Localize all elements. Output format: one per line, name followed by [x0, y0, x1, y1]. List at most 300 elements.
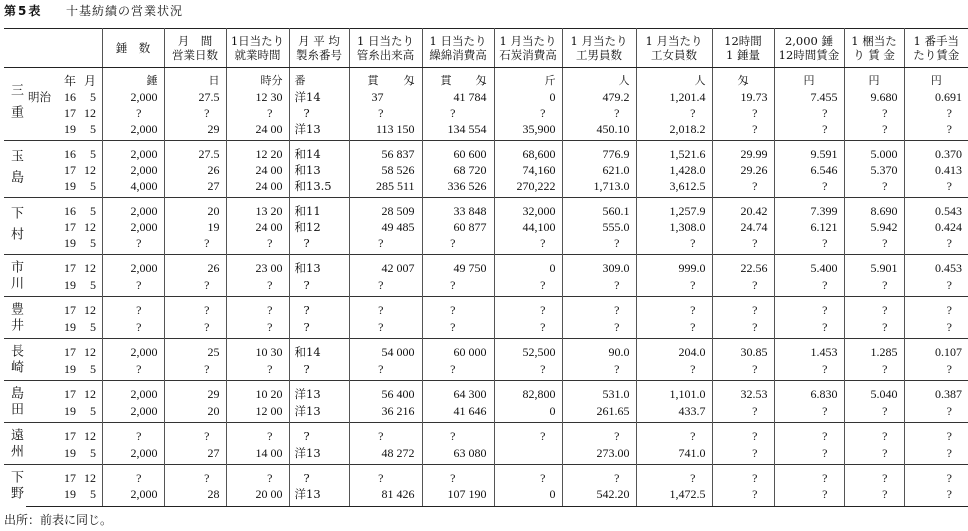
unit-yarn-output-cell: 貫 匁 [349, 68, 422, 90]
factory-name: 下村 [8, 205, 23, 248]
working-days-cell: 20 [164, 403, 226, 423]
yarn-count-cell: ? [289, 319, 349, 339]
cotton-consumption-cell: 336 526 [422, 178, 494, 198]
output-per-spindle-cell: 19.73 [712, 89, 774, 105]
coal-consumption-cell: ? [494, 465, 562, 487]
wage-per-2000-spindles-cell: ? [774, 445, 844, 465]
wage-per-bale-cell: 5.370 [844, 162, 904, 178]
wage-per-2000-spindles-cell: 5.400 [774, 255, 844, 277]
factory-name-cell [4, 141, 26, 198]
wage-per-2000-spindles-cell: ? [774, 465, 844, 487]
wage-per-count-cell: 0.370 [904, 141, 968, 163]
column-header-line: 1 日当たり [429, 34, 487, 48]
yarn-count-cell: ? [289, 361, 349, 381]
female-workers-cell: ? [636, 361, 712, 381]
date-month: 5 [90, 403, 96, 418]
wage-per-bale-cell: ? [844, 465, 904, 487]
working-hours-cell: 12 00 [226, 403, 289, 423]
wage-per-2000-spindles-cell: 1.453 [774, 339, 844, 361]
table-row [4, 198, 968, 220]
male-workers-cell: ? [562, 319, 636, 339]
female-workers-cell: ? [636, 235, 712, 255]
coal-consumption-cell: 74,160 [494, 162, 562, 178]
coal-consumption-cell: ? [494, 319, 562, 339]
male-workers-cell: 273.00 [562, 445, 636, 465]
female-workers-cell: 433.7 [636, 403, 712, 423]
date-month: 12 [84, 261, 96, 276]
wage-per-bale-cell: ? [844, 105, 904, 121]
yarn-count-cell: 洋13 [289, 381, 349, 403]
wage-per-bale-cell: ? [844, 297, 904, 319]
female-workers-cell: 204.0 [636, 339, 712, 361]
wage-per-count-cell: ? [904, 361, 968, 381]
table-row [4, 423, 968, 445]
table-row [4, 486, 968, 506]
coal-consumption-cell: 0 [494, 255, 562, 277]
wage-per-count-cell: ? [904, 445, 968, 465]
factory-name: 遠州 [8, 428, 23, 460]
cotton-consumption-cell: 41 646 [422, 403, 494, 423]
column-header-line: たり賃金 [913, 48, 960, 62]
date-year: 19 [64, 445, 76, 460]
cotton-consumption-cell: 60 000 [422, 339, 494, 361]
factory-group [4, 198, 968, 255]
yarn-count-cell: ? [289, 277, 349, 297]
column-header-wage-per-bale [844, 29, 904, 68]
output-per-spindle-cell: ? [712, 465, 774, 487]
table-row [4, 445, 968, 465]
output-per-spindle-cell: 24.74 [712, 219, 774, 235]
output-per-spindle-cell: 29.26 [712, 162, 774, 178]
date-cell [26, 121, 102, 141]
yarn-count-cell: 洋13 [289, 403, 349, 423]
spindles-cell: 2,000 [102, 339, 164, 361]
column-header-line: 月 間 [177, 34, 213, 48]
working-days-cell: ? [164, 105, 226, 121]
female-workers-cell: ? [636, 105, 712, 121]
table-row [4, 297, 968, 319]
unit-wage-per-count-cell: 円 [904, 68, 968, 90]
table-row [4, 105, 968, 121]
yarn-output-cell: 42 007 [349, 255, 422, 277]
factory-name: 島田 [8, 386, 23, 418]
date-cell [26, 423, 102, 445]
column-header-coal-consumption [494, 29, 562, 68]
unit-working-days-cell: 日 [164, 68, 226, 90]
output-per-spindle-cell: 22.56 [712, 255, 774, 277]
date-year: 19 [64, 403, 76, 418]
wage-per-bale-cell: ? [844, 403, 904, 423]
date-year: 17 [64, 163, 76, 177]
spindles-cell: 2,000 [102, 162, 164, 178]
working-hours-cell: 24 00 [226, 219, 289, 235]
date-year: 19 [64, 179, 76, 193]
unit-yarn-count-cell: 番 [289, 68, 349, 90]
output-per-spindle-cell: 30.85 [712, 339, 774, 361]
coal-consumption-cell: 44,100 [494, 219, 562, 235]
yarn-output-cell: ? [349, 423, 422, 445]
output-per-spindle-cell: ? [712, 361, 774, 381]
spindles-cell: ? [102, 277, 164, 297]
column-header-line: 12時間 [724, 34, 762, 48]
date-cell [26, 255, 102, 277]
date-month: 5 [90, 90, 96, 104]
coal-consumption-cell: ? [494, 361, 562, 381]
yarn-count-cell: ? [289, 423, 349, 445]
column-header-line: 繰綿消費高 [429, 48, 487, 62]
factory-name-cell [4, 68, 26, 141]
wage-per-count-cell: 0.453 [904, 255, 968, 277]
column-header-output-per-spindle [712, 29, 774, 68]
yarn-output-cell: ? [349, 297, 422, 319]
working-days-cell: ? [164, 465, 226, 487]
wage-per-bale-cell: 5.942 [844, 219, 904, 235]
unit-wage-per-2000-spindles-cell: 円 [774, 68, 844, 90]
date-cell [26, 297, 102, 319]
column-header-line: 月 平 均 [298, 34, 340, 48]
spindles-cell: 2,000 [102, 403, 164, 423]
working-hours-cell: 20 00 [226, 486, 289, 506]
working-days-cell: 29 [164, 121, 226, 141]
date-cell [26, 162, 102, 178]
working-hours-cell: 24 00 [226, 162, 289, 178]
column-header-line: 工男員数 [576, 48, 622, 62]
female-workers-cell: 999.0 [636, 255, 712, 277]
yarn-count-cell: 和11 [289, 198, 349, 220]
yarn-count-cell: ? [289, 235, 349, 255]
table-caption: 十基紡績の営業状況 [66, 4, 184, 18]
date-cell [26, 465, 102, 487]
output-per-spindle-cell: 29.99 [712, 141, 774, 163]
wage-per-count-cell: ? [904, 105, 968, 121]
table-row [4, 381, 968, 403]
cotton-consumption-cell: 107 190 [422, 486, 494, 506]
working-hours-cell: 10 30 [226, 339, 289, 361]
yarn-count-cell: 洋13 [289, 445, 349, 465]
header-corner [4, 29, 102, 68]
yarn-output-cell: 113 150 [349, 121, 422, 141]
male-workers-cell: ? [562, 465, 636, 487]
date-cell [26, 89, 102, 105]
column-header-line: 製糸番号 [296, 48, 342, 62]
date-cell [26, 141, 102, 163]
date-cell [26, 68, 102, 90]
date-month: 5 [90, 147, 96, 161]
yarn-output-cell: 56 400 [349, 381, 422, 403]
coal-consumption-cell: 68,600 [494, 141, 562, 163]
cotton-consumption-cell: 68 720 [422, 162, 494, 178]
cotton-consumption-cell: 33 848 [422, 198, 494, 220]
table-row [4, 219, 968, 235]
column-header-line: 1 番手当 [913, 34, 959, 48]
wage-per-count-cell: ? [904, 235, 968, 255]
wage-per-2000-spindles-cell: 6.546 [774, 162, 844, 178]
yarn-output-cell: 58 526 [349, 162, 422, 178]
date-cell [26, 178, 102, 198]
date-cell [26, 198, 102, 220]
date-year: 19 [64, 319, 76, 334]
unit-cotton-consumption-cell: 貫 匁 [422, 68, 494, 90]
yarn-count-cell: 洋14 [289, 89, 349, 105]
date-month: 12 [84, 303, 96, 318]
cotton-consumption-cell: 60 877 [422, 219, 494, 235]
unit-coal-consumption-cell: 斤 [494, 68, 562, 90]
female-workers-cell: 1,472.5 [636, 486, 712, 506]
working-hours-cell: 24 00 [226, 178, 289, 198]
wage-per-bale-cell: ? [844, 178, 904, 198]
wage-per-count-cell: ? [904, 423, 968, 445]
wage-per-2000-spindles-cell: ? [774, 178, 844, 198]
output-per-spindle-cell: 20.42 [712, 198, 774, 220]
wage-per-bale-cell: 9.680 [844, 89, 904, 105]
female-workers-cell: ? [636, 297, 712, 319]
unit-wage-per-bale-cell: 円 [844, 68, 904, 90]
unit-working-hours-cell: 時分 [226, 68, 289, 90]
date-year: 19 [64, 361, 76, 376]
yarn-output-cell: 36 216 [349, 403, 422, 423]
table-number: 第5表 [4, 4, 43, 18]
column-header-wage-per-count [904, 29, 968, 68]
factory-group [4, 68, 968, 141]
working-days-cell: 29 [164, 381, 226, 403]
unit-male-workers-cell: 人 [562, 68, 636, 90]
factory-name-cell [4, 255, 26, 297]
yarn-count-cell: 洋13 [289, 121, 349, 141]
column-header-spindles [102, 29, 164, 68]
yarn-count-cell: 洋13 [289, 486, 349, 506]
date-year: 17 [64, 429, 76, 444]
date-year: 17 [64, 261, 76, 276]
working-hours-cell: ? [226, 297, 289, 319]
male-workers-cell: 479.2 [562, 89, 636, 105]
factory-group [4, 423, 968, 465]
female-workers-cell: ? [636, 465, 712, 487]
wage-per-2000-spindles-cell: ? [774, 423, 844, 445]
yarn-count-cell: 和13.5 [289, 178, 349, 198]
spindles-cell: 2,000 [102, 255, 164, 277]
wage-per-bale-cell: ? [844, 319, 904, 339]
table-row [4, 89, 968, 105]
male-workers-cell: 560.1 [562, 198, 636, 220]
yarn-output-cell: ? [349, 235, 422, 255]
date-year: 16 [64, 204, 76, 218]
factory-group [4, 381, 968, 423]
male-workers-cell: ? [562, 297, 636, 319]
factory-group [4, 297, 968, 339]
date-month: 5 [90, 361, 96, 376]
table-row [4, 339, 968, 361]
date-year: 17 [64, 303, 76, 318]
wage-per-2000-spindles-cell: ? [774, 297, 844, 319]
year-unit: 年 [63, 74, 76, 88]
male-workers-cell: 450.10 [562, 121, 636, 141]
coal-consumption-cell: ? [494, 105, 562, 121]
factory-group [4, 465, 968, 507]
output-per-spindle-cell: ? [712, 277, 774, 297]
female-workers-cell: 2,018.2 [636, 121, 712, 141]
header-row [4, 29, 968, 68]
output-per-spindle-cell: ? [712, 486, 774, 506]
spindles-cell: 2,000 [102, 198, 164, 220]
factory-name-cell [4, 465, 26, 507]
wage-per-bale-cell: ? [844, 121, 904, 141]
working-days-cell: 19 [164, 219, 226, 235]
factory-name-cell [4, 198, 26, 255]
male-workers-cell: ? [562, 423, 636, 445]
working-hours-cell: 10 20 [226, 381, 289, 403]
male-workers-cell: 1,713.0 [562, 178, 636, 198]
spindles-cell: 2,000 [102, 89, 164, 105]
wage-per-2000-spindles-cell: 7.455 [774, 89, 844, 105]
column-header-line: 就業時間 [234, 48, 281, 62]
coal-consumption-cell: 270,222 [494, 178, 562, 198]
yarn-output-cell: 49 485 [349, 219, 422, 235]
column-header-line: 石炭消費高 [499, 48, 557, 62]
date-month: 12 [84, 163, 96, 177]
male-workers-cell: 309.0 [562, 255, 636, 277]
date-year: 17 [64, 220, 76, 234]
wage-per-count-cell: 0.107 [904, 339, 968, 361]
spindles-cell: ? [102, 423, 164, 445]
working-hours-cell: ? [226, 277, 289, 297]
male-workers-cell: 776.9 [562, 141, 636, 163]
wage-per-2000-spindles-cell: ? [774, 361, 844, 381]
wage-per-count-cell: 0.413 [904, 162, 968, 178]
table-row [4, 277, 968, 297]
working-hours-cell: ? [226, 319, 289, 339]
date-month: 5 [90, 445, 96, 460]
yarn-output-cell: ? [349, 105, 422, 121]
wage-per-bale-cell: 8.690 [844, 198, 904, 220]
wage-per-bale-cell: 5.901 [844, 255, 904, 277]
date-cell [26, 219, 102, 235]
coal-consumption-cell: 0 [494, 89, 562, 105]
spindles-cell: ? [102, 465, 164, 487]
table-title [4, 2, 964, 20]
date-cell [26, 361, 102, 381]
factory-name-cell [4, 339, 26, 381]
table-row [4, 465, 968, 487]
date-month: 12 [84, 345, 96, 360]
wage-per-bale-cell: ? [844, 486, 904, 506]
wage-per-2000-spindles-cell: ? [774, 319, 844, 339]
wage-per-bale-cell: 1.285 [844, 339, 904, 361]
yarn-count-cell: 和14 [289, 339, 349, 361]
unit-female-workers-cell: 人 [636, 68, 712, 90]
wage-per-bale-cell: 5.000 [844, 141, 904, 163]
wage-per-2000-spindles-cell: 6.830 [774, 381, 844, 403]
wage-per-count-cell: 0.424 [904, 219, 968, 235]
spindles-cell: 2,000 [102, 486, 164, 506]
date-month: 5 [90, 277, 96, 292]
date-month: 5 [90, 319, 96, 334]
date-year: 19 [64, 236, 76, 250]
column-header-line: 1 月当たり [645, 34, 703, 48]
date-year: 17 [64, 471, 76, 486]
table-row [4, 361, 968, 381]
date-cell [26, 403, 102, 423]
yarn-count-cell: ? [289, 105, 349, 121]
date-cell [26, 319, 102, 339]
coal-consumption-cell: 52,500 [494, 339, 562, 361]
working-days-cell: 28 [164, 486, 226, 506]
column-header-female-workers [636, 29, 712, 68]
column-header-line: 1 月当たり [570, 34, 628, 48]
date-month: 5 [90, 204, 96, 218]
output-per-spindle-cell: ? [712, 235, 774, 255]
working-days-cell: 26 [164, 255, 226, 277]
male-workers-cell: 555.0 [562, 219, 636, 235]
wage-per-bale-cell: ? [844, 277, 904, 297]
date-cell [26, 105, 102, 121]
cotton-consumption-cell: 64 300 [422, 381, 494, 403]
factory-name-cell [4, 297, 26, 339]
date-month: 5 [90, 236, 96, 250]
working-days-cell: 27 [164, 178, 226, 198]
table-row [4, 403, 968, 423]
output-per-spindle-cell: ? [712, 297, 774, 319]
spindles-cell: ? [102, 105, 164, 121]
spindles-cell: 2,000 [102, 445, 164, 465]
working-days-cell: 25 [164, 339, 226, 361]
cotton-consumption-cell: 49 750 [422, 255, 494, 277]
spindles-cell: ? [102, 361, 164, 381]
table-row [4, 121, 968, 141]
yarn-output-cell: ? [349, 361, 422, 381]
column-header-line: 1 錘量 [726, 48, 760, 62]
wage-per-count-cell: ? [904, 121, 968, 141]
male-workers-cell: 542.20 [562, 486, 636, 506]
table-row [4, 178, 968, 198]
working-hours-cell: 23 00 [226, 255, 289, 277]
yarn-output-cell: 81 426 [349, 486, 422, 506]
wage-per-count-cell: ? [904, 297, 968, 319]
coal-consumption-cell: ? [494, 423, 562, 445]
yarn-output-cell: ? [349, 319, 422, 339]
wage-per-2000-spindles-cell: ? [774, 486, 844, 506]
coal-consumption-cell: 32,000 [494, 198, 562, 220]
wage-per-count-cell: 0.543 [904, 198, 968, 220]
working-days-cell: 27 [164, 445, 226, 465]
female-workers-cell: 3,612.5 [636, 178, 712, 198]
working-days-cell: 26 [164, 162, 226, 178]
female-workers-cell: ? [636, 423, 712, 445]
date-year: 17 [64, 345, 76, 360]
male-workers-cell: ? [562, 235, 636, 255]
month-unit: 月 [83, 74, 96, 88]
factory-name: 玉島 [8, 148, 23, 191]
output-per-spindle-cell: 32.53 [712, 381, 774, 403]
output-per-spindle-cell: ? [712, 121, 774, 141]
table-row [4, 255, 968, 277]
column-header-line: 12時間賃金 [778, 48, 840, 62]
units-row [4, 68, 968, 90]
column-header-working-hours [226, 29, 289, 68]
wage-per-count-cell: ? [904, 319, 968, 339]
date-cell [26, 339, 102, 361]
column-header-line: 営業日数 [172, 48, 218, 62]
wage-per-2000-spindles-cell: ? [774, 277, 844, 297]
date-month: 12 [84, 471, 96, 486]
yarn-output-cell: 54 000 [349, 339, 422, 361]
date-cell [26, 486, 102, 506]
cotton-consumption-cell: 60 600 [422, 141, 494, 163]
factory-name: 三重 [8, 82, 23, 127]
wage-per-count-cell: ? [904, 178, 968, 198]
working-hours-cell: 24 00 [226, 121, 289, 141]
male-workers-cell: ? [562, 105, 636, 121]
column-header-yarn-count [289, 29, 349, 68]
